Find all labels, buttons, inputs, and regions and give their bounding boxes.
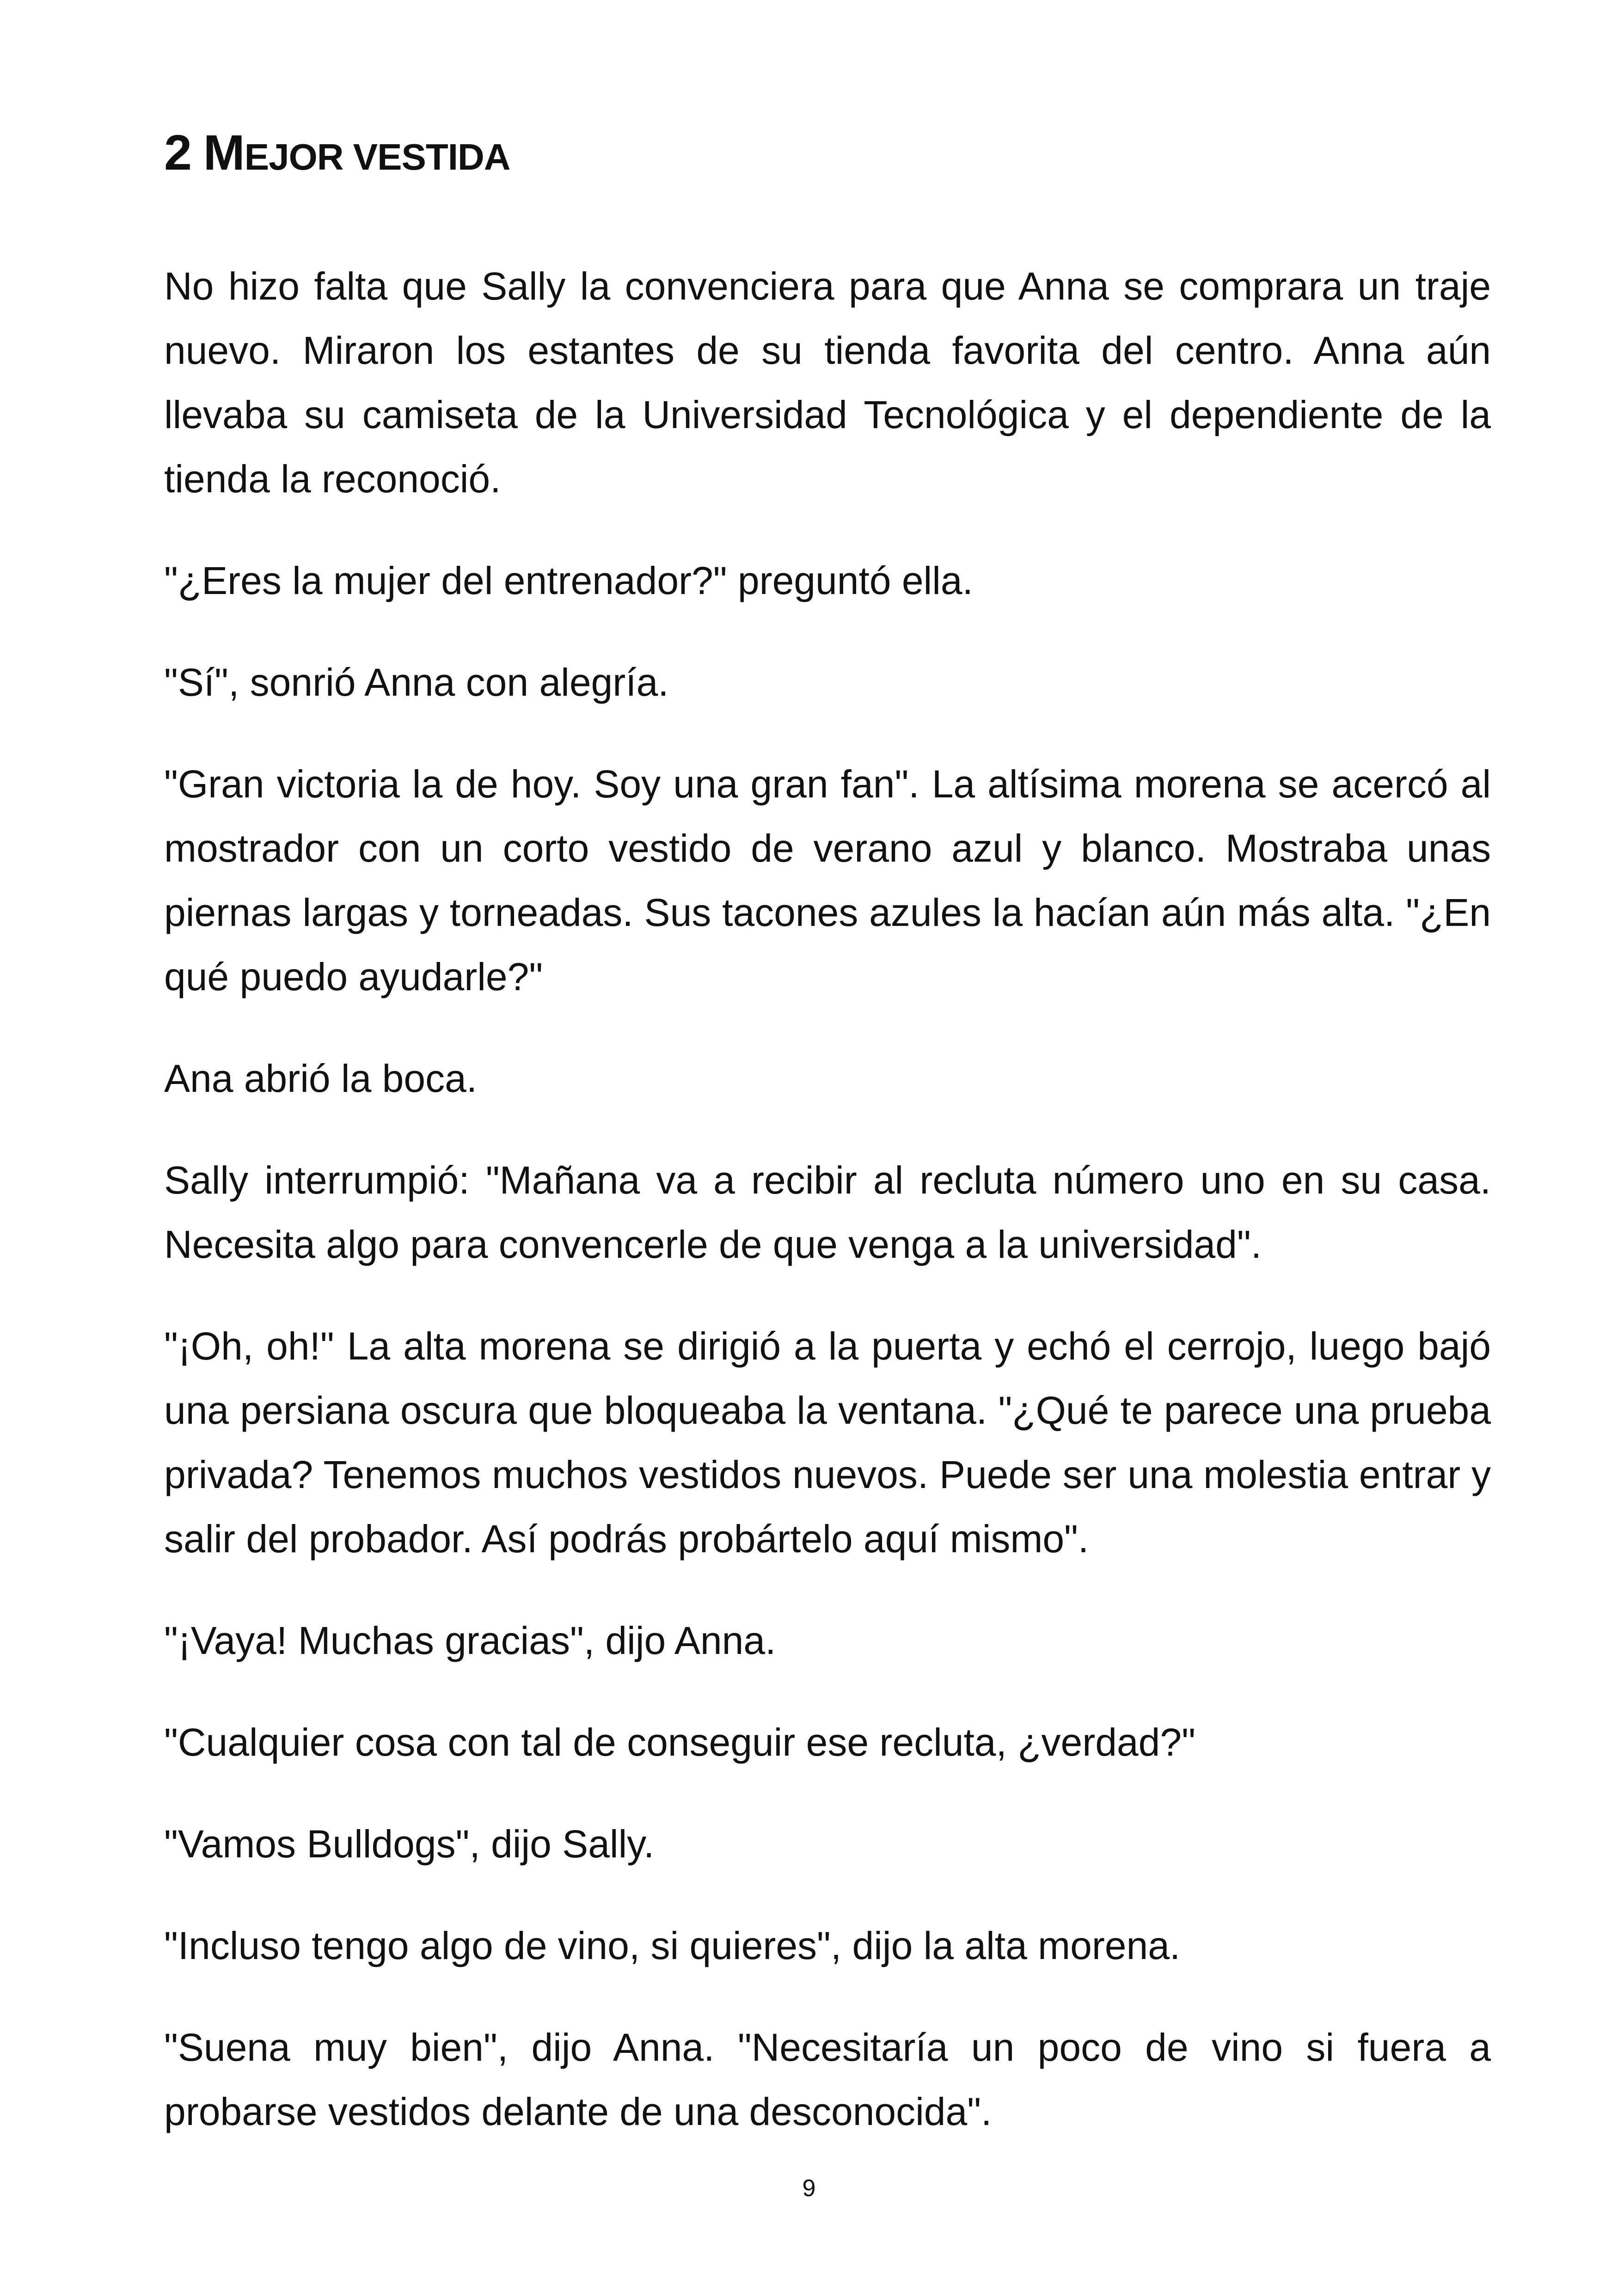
paragraph: "Vamos Bulldogs", dijo Sally. xyxy=(164,1822,655,1866)
page-number: 9 xyxy=(802,2175,816,2202)
chapter-title-initial: M xyxy=(203,124,245,180)
paragraph: "¡Oh, oh!" La alta morena se dirigió a la puerta y echó el cerrojo, luego bajó una persiana oscura que bloqueaba la ventana. "¿Qué te parece una prueba privada? Tenemos muchos vestidos nuevos. Puede ser una molestia entrar y salir del probador. Así podrás probártelo aquí mismo". xyxy=(164,1324,1491,1561)
paragraph: "Gran victoria la de hoy. Soy una gran fan". La altísima morena se acercó al mostrador con un corto vestido de verano azul y blanco. Mostraba unas piernas largas y torneadas. Sus tacones azules la hacían aún más alta. "¿En qué puedo ayudarle?" xyxy=(164,762,1491,998)
chapter-number: 2 xyxy=(164,124,192,180)
paragraph: "¿Eres la mujer del entrenador?" preguntó ella. xyxy=(164,559,973,602)
chapter-title-rest: EJOR VESTIDA xyxy=(244,136,510,178)
page-body xyxy=(164,125,1491,2181)
paragraph: "Cualquier cosa con tal de conseguir ese recluta, ¿verdad?" xyxy=(164,1720,1195,1764)
paragraph: Ana abrió la boca. xyxy=(164,1057,478,1100)
chapter-title xyxy=(164,125,1491,185)
paragraph: "Incluso tengo algo de vino, si quieres", dijo la alta morena. xyxy=(164,1924,1181,1967)
paragraph: "¡Vaya! Muchas gracias", dijo Anna. xyxy=(164,1619,776,1662)
paragraph: Sally interrumpió: "Mañana va a recibir al recluta número uno en su casa. Necesita algo para convencerle de que venga a la universidad". xyxy=(164,1158,1491,1266)
paragraph: "Suena muy bien", dijo Anna. "Necesitaría un poco de vino si fuera a probarse vestidos delante de una desconocida". xyxy=(164,2026,1491,2133)
paragraph: No hizo falta que Sally la convenciera para que Anna se comprara un traje nuevo. Miraron los estantes de su tienda favorita del centro. Anna aún llevaba su camiseta de la Universidad Tecnológica y el dependiente de la tienda la reconoció. xyxy=(164,264,1491,501)
paragraph: "Sí", sonrió Anna con alegría. xyxy=(164,661,669,704)
